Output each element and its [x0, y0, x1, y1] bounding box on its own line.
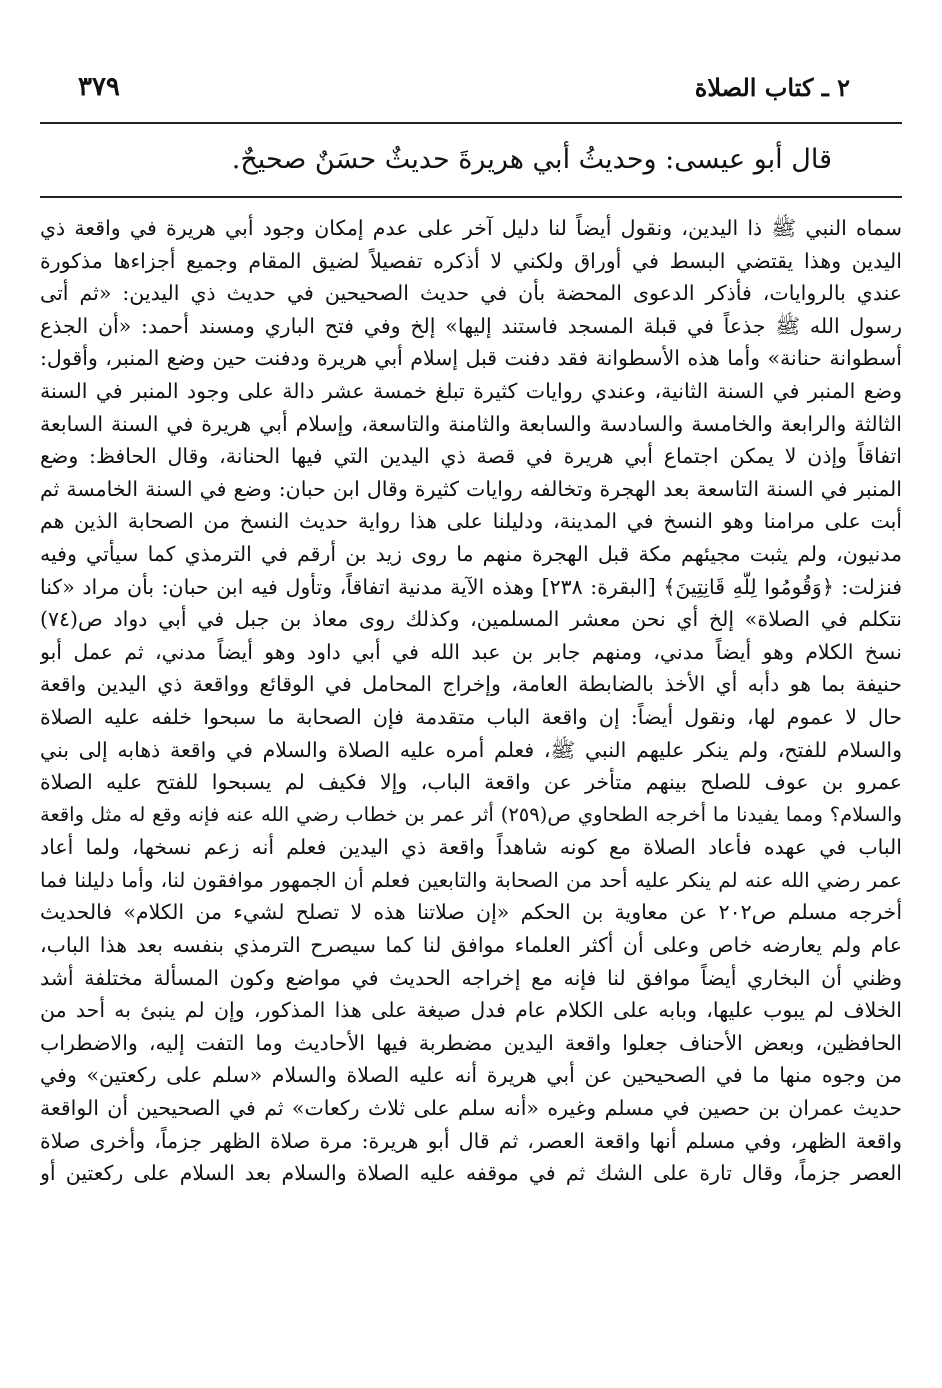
commentary-line: أبت على مرامنا وهو النسخ في المدينة، ودليلنا على هذا رواية حديث النسخ من الصحابة الذين هم: [40, 509, 902, 534]
commentary-line: الحافظين، وبعض الأحناف جعلوا واقعة اليدين مضطربة فيها الأحاديث وما التفت إليه، والاضطراب: [40, 1030, 902, 1055]
commentary-line: والسلام؟ ومما يفيدنا ما أخرجه الطحاوي ص(٢٥٩) أثر عمر بن خطاب رضي الله عنه فإنه وقع له مثل واقعة: [40, 802, 902, 826]
commentary-line: عمر رضي الله عنه لم ينكر عليه أحد من الصحابة والتابعين فعلم أن الجمهور موافقون لنا، وأما دليلنا فما: [40, 867, 902, 892]
commentary-line: فنزلت: ﴿وَقُومُوا لِلَّهِ قَانِتِينَ﴾ [البقرة: ٢٣٨] وهذه الآية مدنية اتفاقاً، وتأول فيه ابن حبان: بأن مراد «كنا: [40, 574, 902, 599]
commentary-line: واقعة الظهر، وفي مسلم أنها واقعة العصر، ثم قال أبو هريرة: مرة صلاة الظهر جزماً، وأخرى صلاة: [40, 1128, 902, 1153]
commentary-line: نتكلم في الصلاة» إلخ أي نحن معشر المسلمين، وكذلك روى معاذ بن جبل في أبي دواد ص(٧٤): [40, 607, 902, 632]
header-rule: [40, 122, 902, 124]
commentary-line: الباب في عهده فأعاد الصلاة مع كونه شاهداً واقعة ذي اليدين فعلم أنه زعم نسخها، ولما أعاد: [40, 835, 902, 860]
commentary-line: من وجوه منها ما في الصحيحين عن أبي هريرة أنه عليه الصلاة والسلام «سلم على ركعتين» وفي: [40, 1063, 902, 1088]
commentary-line: سماه النبي ﷺ ذا اليدين، ونقول أيضاً لنا دليل آخر على عدم إمكان وجود أبي هريرة في واقعة ذي: [40, 216, 902, 240]
commentary-body: [40, 212, 902, 1190]
commentary-line: الخلاف لم يبوب عليها، وبابه على الكلام عام فدل صيغة على هذا المذكور، وإن لم ينبئ به أحد من: [40, 998, 902, 1023]
commentary-line: عمرو بن عوف للصلح بينهم متأخر عن واقعة الباب، وإلا فكيف لم يسبحوا للفتح عليه الصلاة: [40, 770, 902, 795]
commentary-separator: [40, 196, 902, 198]
commentary-line: أخرجه مسلم ص٢٠٢ عن معاوية بن الحكم «إن صلاتنا هذه لا تصلح لشيء من الكلام» فالحديث: [40, 900, 902, 925]
commentary-line: وضع المنبر في السنة الثانية، وعندي روايات كثيرة تبلغ خمسة عشر دالة على وجود المنبر في السنة: [40, 378, 902, 403]
commentary-line: اتفاقاً وإذن لا يمكن اجتماع أبي هريرة في قصة ذي اليدين التي فيها الحنانة، وقال الحافظ: وضع: [40, 444, 902, 469]
hadith-text: قال أبو عيسى: وحديثُ أبي هريرةَ حديثٌ حسَنٌ صحيحٌ.: [231, 144, 832, 175]
commentary-line: والسلام للفتح، ولم ينكر عليهم النبي ﷺ، فعلم أمره عليه الصلاة والسلام في واقعة ذهابه إلى بني: [40, 737, 902, 762]
commentary-line: اليدين وهذا يقتضي البسط في أوراق ولكني لا أذكره تفصيلاً لضيق المقام وجميع أجزاءها مذكورة: [40, 248, 902, 273]
commentary-line: حديث عمران بن حصين في مسلم وغيره «أنه سلم على ثلاث ركعات» ثم في الصحيحين أن الواقعة: [40, 1096, 902, 1121]
chapter-title: ٢ ـ كتاب الصلاة: [694, 72, 850, 102]
commentary-line: عندي بالروايات، فأذكر الدعوى المحضة بأن في حديث الصحيحين في حديث ذي اليدين: «ثم أتى: [40, 281, 902, 306]
commentary-line: رسول الله ﷺ جذعاً في قبلة المسجد فاستند إليها» إلخ وفي فتح الباري ومسند أحمد: «أن الجذع: [40, 313, 902, 338]
commentary-line: أسطوانة حنانة» وأما هذه الأسطوانة فقد دفنت قبل إسلام أبي هريرة ودفنت حين وضع المنبر، وأقول:: [40, 346, 902, 371]
commentary-line: حنيفة بما هو دأبه أي الأخذ بالضابطة العامة، وإخراج المحامل في الوقائع وواقعة ذي اليدين واقعة: [40, 672, 902, 697]
commentary-line: وظني أن البخاري أيضاً موافق لنا فإنه مع إخراجه الحديث في مواضع وكون المسألة مختلفة أشد: [40, 965, 902, 990]
commentary-line: مدنيون، ولم يثبت مجيئهم مكة قبل الهجرة منهم ما روى زيد بن أرقم في الترمذي كما سيأتي وفيه: [40, 541, 902, 566]
commentary-line: العصر جزماً، وقال تارة على الشك ثم في موقفه عليه الصلاة والسلام بعد السلام على ركعتين أو: [40, 1161, 902, 1186]
commentary-line: المنبر في السنة التاسعة بعد الهجرة وتخالفه روايات كثيرة وقال ابن حبان: وضع في السنة الخامسة ثم: [40, 476, 902, 501]
commentary-line: الثالثة والرابعة والخامسة والسادسة والسابعة والثامنة والتاسعة، وإسلام أبي هريرة في السنة السابعة: [40, 411, 902, 436]
commentary-line: حال لا عموم لها، ونقول أيضاً: إن واقعة الباب متقدمة فإن الصحابة ما سبحوا خلفه عليه الصلاة: [40, 704, 902, 729]
commentary-line: نسخ الكلام وهو أيضاً مدني، ومنهم جابر بن عبد الله في أبي داود وهو أيضاً مدني، ثم عمل أبو: [40, 639, 902, 664]
running-header: [78, 62, 850, 112]
page-number: ٣٧٩: [78, 72, 120, 102]
commentary-line: عام ولم يعارضه خاص وعلى أن أكثر العلماء موافق لنا كما سيصرح الترمذي بنفسه بعد هذا الباب،: [40, 933, 902, 958]
